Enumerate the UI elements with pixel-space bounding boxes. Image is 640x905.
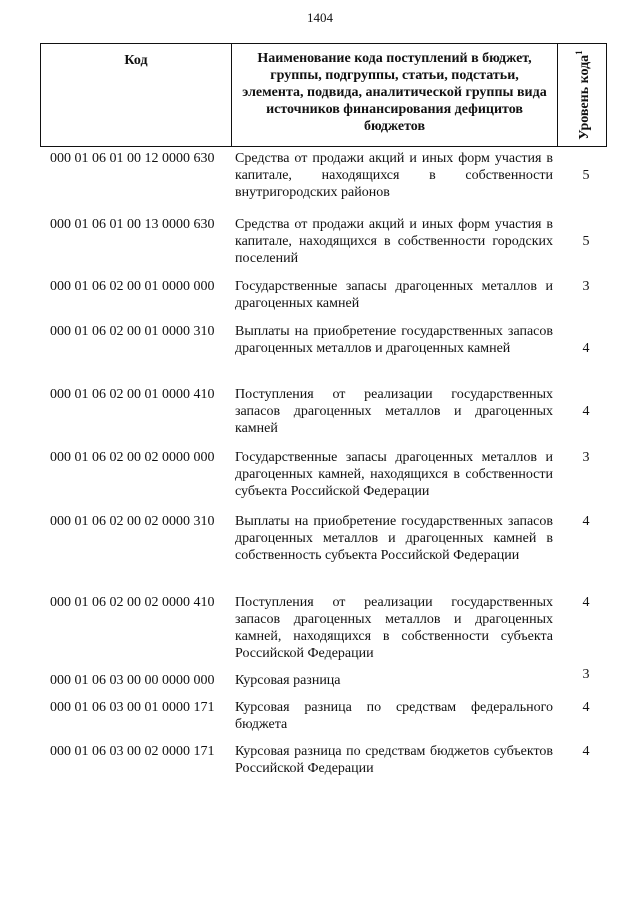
table-row (40, 323, 607, 386)
row-level: 4 (582, 514, 590, 529)
row-name: Выплаты на приобретение государственных запасов драгоценных металлов и драгоценных камней в собственность субъекта Российской Федерации (235, 514, 553, 563)
row-name: Поступления от реализации государственных запасов драгоценных металлов и драгоценных камней (235, 387, 553, 436)
table-row (40, 386, 607, 449)
row-name: Выплаты на приобретение государственных запасов драгоценных металлов и драгоценных камней (235, 324, 553, 356)
table-row (40, 216, 607, 278)
table-row (40, 594, 607, 672)
row-name: Курсовая разница по средствам бюджетов субъектов Российской Федерации (235, 744, 553, 776)
row-name: Курсовая разница по средствам федерального бюджета (235, 700, 553, 732)
row-code: 000 01 06 01 00 12 0000 630 (50, 151, 215, 166)
table-row (40, 699, 607, 743)
header-level-footnote: 1 (574, 50, 585, 55)
row-level: 4 (582, 595, 590, 610)
row-code: 000 01 06 03 00 01 0000 171 (50, 700, 215, 715)
row-level: 4 (582, 341, 590, 356)
header-name: Наименование кода поступлений в бюджет, группы, подгруппы, статьи, подстатьи, элемента, подвида, аналитической группы вида источников финансирования дефицитов бюджетов (232, 44, 558, 146)
row-level: 5 (582, 168, 590, 183)
table-row (40, 278, 607, 323)
row-code: 000 01 06 03 00 00 0000 000 (50, 673, 215, 688)
row-name: Средства от продажи акций и иных форм участия в капитале, находящихся в собственности городских поселений (235, 217, 553, 266)
table-row (40, 513, 607, 594)
header-level-cell (558, 44, 606, 146)
row-code: 000 01 06 01 00 13 0000 630 (50, 217, 215, 232)
row-level: 5 (582, 234, 590, 249)
page-number: 1404 (307, 10, 333, 25)
row-level: 4 (582, 744, 590, 759)
row-name: Государственные запасы драгоценных металлов и драгоценных камней, находящихся в собственности субъекта Российской Федерации (235, 450, 553, 499)
row-name: Средства от продажи акций и иных форм участия в капитале, находящихся в собственности внутригородских районов (235, 151, 553, 200)
row-code: 000 01 06 02 00 01 0000 310 (50, 324, 215, 339)
table-row (40, 667, 607, 699)
table-body (40, 150, 607, 783)
row-level: 4 (582, 700, 590, 715)
row-code: 000 01 06 02 00 02 0000 410 (50, 595, 215, 610)
row-code: 000 01 06 02 00 02 0000 310 (50, 514, 215, 529)
header-level (572, 50, 592, 139)
row-name: Государственные запасы драгоценных металлов и драгоценных камней (235, 279, 553, 311)
row-level: 3 (582, 279, 590, 294)
table-header (40, 43, 607, 147)
header-code: Код (41, 44, 232, 146)
row-level: 3 (582, 450, 590, 465)
row-level: 3 (582, 667, 590, 682)
table-row (40, 449, 607, 513)
table-row (40, 743, 607, 783)
row-name: Поступления от реализации государственных запасов драгоценных металлов и драгоценных камней, находящихся в собственности субъекта Российской Федерации (235, 595, 553, 661)
row-name: Курсовая разница (235, 673, 341, 688)
header-level-label: Уровень кода (576, 54, 592, 140)
row-code: 000 01 06 03 00 02 0000 171 (50, 744, 215, 759)
row-code: 000 01 06 02 00 01 0000 000 (50, 279, 215, 294)
row-code: 000 01 06 02 00 02 0000 000 (50, 450, 215, 465)
table-row (40, 150, 607, 216)
row-level: 4 (582, 404, 590, 419)
row-code: 000 01 06 02 00 01 0000 410 (50, 387, 215, 402)
